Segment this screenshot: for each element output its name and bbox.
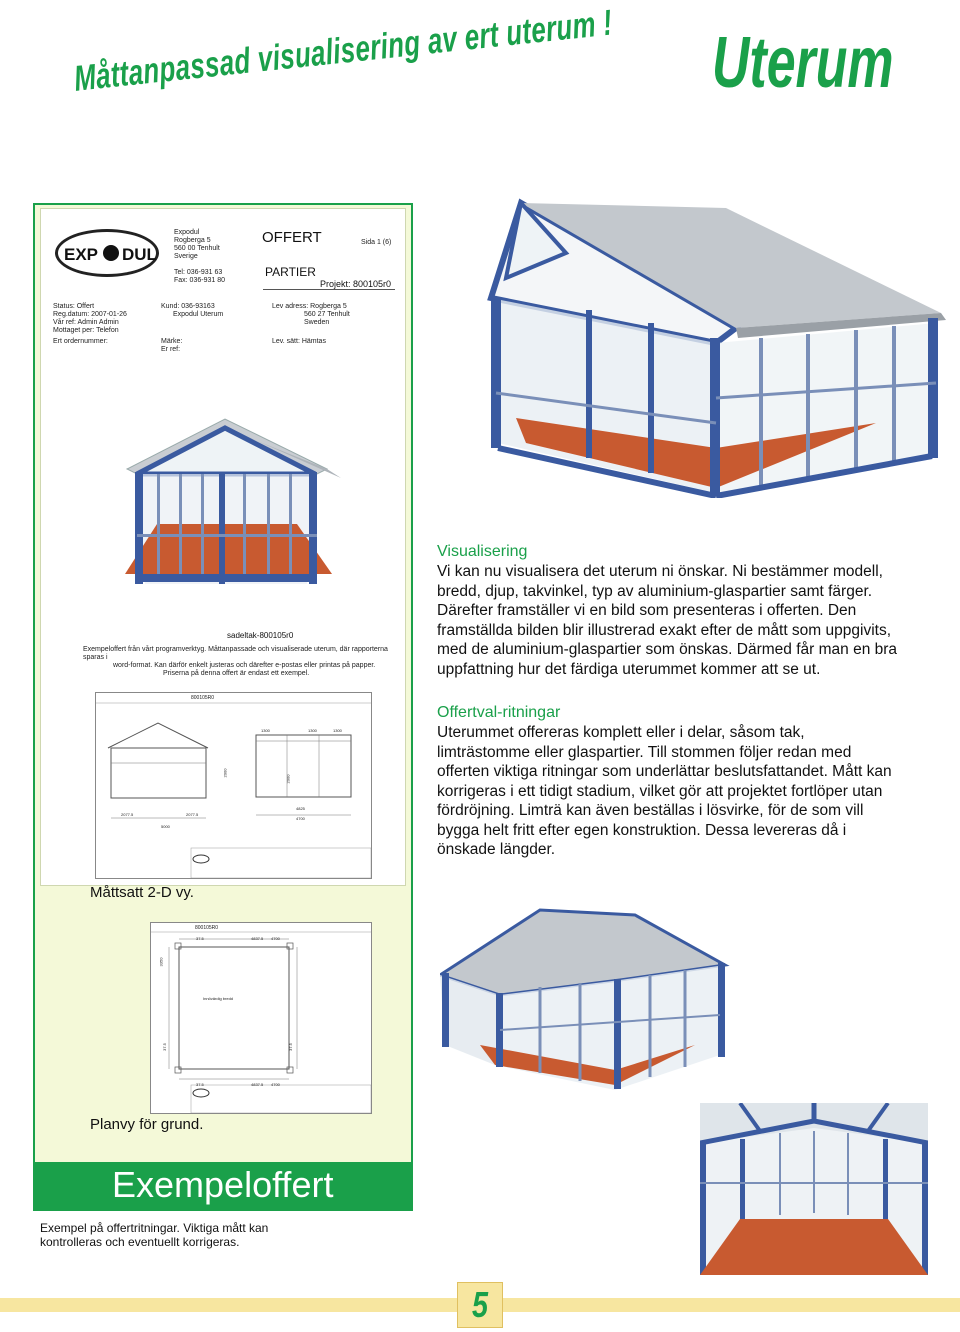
page-label: Sida 1 (6) <box>361 239 392 246</box>
expodul-logo <box>55 229 159 277</box>
dim-label: 2077.5 <box>121 812 134 817</box>
dim-label: 5000 <box>161 824 170 829</box>
dim-label: 4700 <box>271 936 280 941</box>
dim-label: 37.5 <box>196 936 204 941</box>
sunroom-render-hip <box>440 905 730 1095</box>
page-number: 5 <box>471 1284 489 1325</box>
dim-label: 2077.5 <box>186 812 199 817</box>
dim-label: 37.5 <box>196 1082 204 1087</box>
drawing-label: 800105R0 <box>195 925 219 931</box>
svg-text:DUL: DUL <box>122 245 156 264</box>
offer-label: OFFERT <box>262 229 322 246</box>
drawing-2d-view <box>95 692 372 879</box>
delivery-block: Lev adress: Rogberga 5 560 27 Tenhult Sweden <box>272 303 350 326</box>
offertval-text: Uterummet offereras komplett eller i delar, såsom tak, limträstomme eller glaspartier. Till stommen följer redan med offerten viktiga ritningar som underlättar beslutsfattandet. Mått kan korrigeras i ett tidigt stadium, vilket gör att projektet fortlöper utan fördröjning. Limträ kan även beställas i lösvirke, för de som vill bygga helt fritt efter egen konstruktion. Dessa levereras då i önskade längder. <box>437 724 892 858</box>
drawing-plan-caption: Planvy för grund. <box>90 1116 204 1133</box>
drawing-2d-caption: Måttsatt 2-D vy. <box>90 884 194 901</box>
tagline: Måttanpassad visualisering av ert uterum ! <box>72 1 615 99</box>
dim-label: 37.5 <box>287 1043 293 1051</box>
dim-label: 4700 <box>296 816 305 821</box>
customer-block: Kund: 036-93163 Expodul Uterum <box>161 303 224 318</box>
delivery-method: Lev. sätt: Hämtas <box>272 338 326 345</box>
page-title: Uterum <box>712 23 894 103</box>
exempeloffert-title: Exempeloffert <box>112 1164 334 1205</box>
dim-label: 4837.5 <box>251 1082 264 1087</box>
sunroom-render-large <box>416 198 956 498</box>
order-number-label: Ert ordernummer: <box>53 338 108 345</box>
dim-label: 1300 <box>333 728 342 733</box>
offertval-heading: Offertval-ritningar <box>437 704 561 721</box>
dim-label: 4837.5 <box>251 936 264 941</box>
dim-label: 37.5 <box>161 1043 167 1051</box>
company-address: Expodul Rogberga 5 560 00 Tenhult Sverige Tel: 036-931 63 Fax: 036-931 80 <box>174 229 225 284</box>
sunroom-render-small <box>97 414 357 594</box>
drawing-2d-lines <box>96 693 371 878</box>
marke-block: Märke: Er ref: <box>161 338 183 353</box>
offer-description: Exempeloffert från vårt programverktyg. Måttanpassade och visualiserade uterum, där rapporterna sparas i word-format. Kan därför enkelt justeras och därefter e-postas eller printas på papper. Priserna på denna offert är endast ett exempel. <box>83 646 388 677</box>
visualisering-heading: Visualisering <box>437 543 528 560</box>
model-caption: sadeltak-800105r0 <box>227 631 294 640</box>
expodul-logo-mark <box>58 232 156 274</box>
dim-label: 3350 <box>158 957 164 967</box>
sunroom-render-interior <box>700 1103 928 1275</box>
dim-label: 1300 <box>308 728 317 733</box>
inner-width-label: Innövärdig bredd <box>203 996 234 1001</box>
dim-label: 2000 <box>285 774 291 784</box>
dim-label: 2000 <box>222 768 228 778</box>
project-label: Projekt: 800105r0 <box>320 279 392 289</box>
drawing-label: 800105R0 <box>191 695 215 701</box>
drawing-plan-view <box>150 922 372 1114</box>
status-block: Status: Offert Reg.datum: 2007-01-26 Vår ref: Admin Admin Mottaget per: Telefon <box>53 303 127 334</box>
partier-label: PARTIER <box>265 265 316 279</box>
exempeloffert-caption: Exempel på offertritningar. Viktiga mått kan kontrolleras och eventuellt korrigeras. <box>40 1221 269 1249</box>
dim-label: 4825 <box>296 806 305 811</box>
dim-label: 1300 <box>261 728 270 733</box>
visualisering-text: Vi kan nu visualisera det uterum ni önskar. Ni bestämmer modell, bredd, djup, takvinkel, typ av aluminium-glaspartier samt färger. Därefter framställer vi en bild som presenteras i offerten. Den framställda bilden blir illustrerad exakt efter de mått som uppgivits, med de aluminium-glaspartier som önskas. Därmed får man en bra uppfattning hur det färdiga uterummet kommer att se ut. <box>437 563 898 678</box>
dim-label: 4700 <box>271 1082 280 1087</box>
project-underline <box>263 289 395 290</box>
svg-text:EXP: EXP <box>64 245 99 264</box>
